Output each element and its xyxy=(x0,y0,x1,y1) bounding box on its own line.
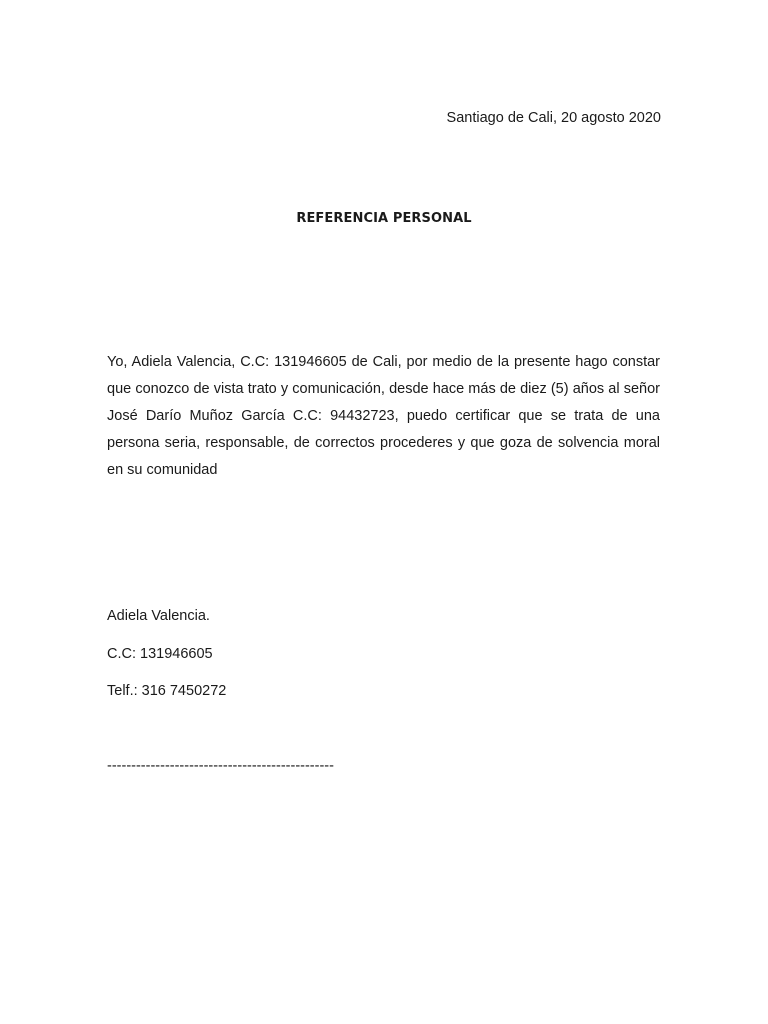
signer-phone: Telf.: 316 7450272 xyxy=(107,683,227,699)
signer-name: Adiela Valencia. xyxy=(107,608,210,624)
document-title: REFERENCIA PERSONAL xyxy=(296,211,472,226)
signature-line: ----------------------------------------------- xyxy=(107,758,334,774)
signer-id: C.C: 131946605 xyxy=(107,646,213,662)
body-paragraph: Yo, Adiela Valencia, C.C: 131946605 de Cali, por medio de la presente hago constar que conozco de vista trato y comunicación, desde hace más de diez (5) años al señor José Darío Muñoz García C.C: 94432723, puedo certificar que se trata de una persona seria, responsable, de correctos procederes y que goza de solvencia moral en su comunidad xyxy=(107,354,660,478)
place-date: Santiago de Cali, 20 agosto 2020 xyxy=(446,110,661,126)
